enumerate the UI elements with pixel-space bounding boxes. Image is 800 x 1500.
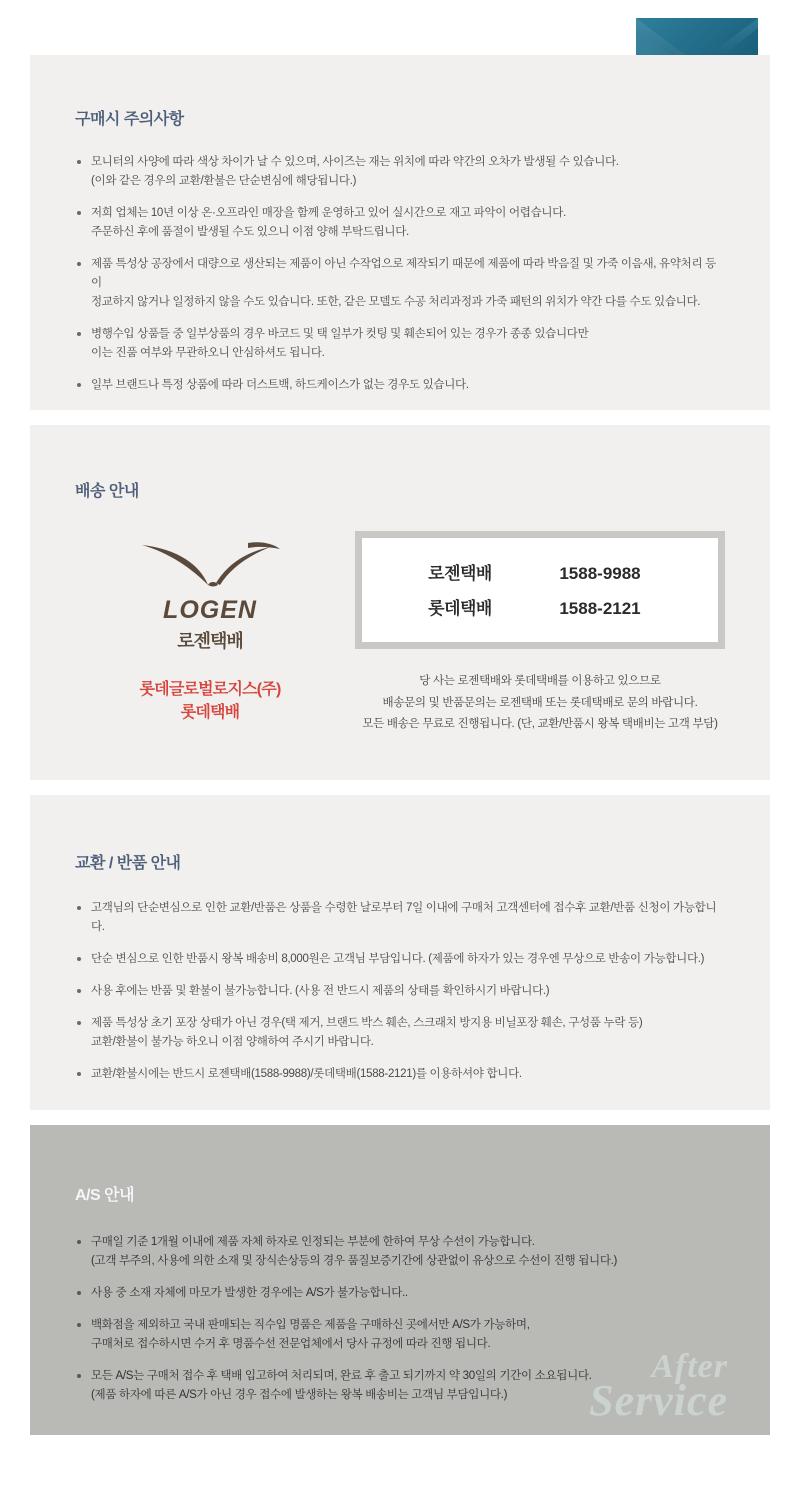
list-item — [75, 376, 725, 395]
lotte-global-logistics-name — [75, 679, 345, 724]
caution-list — [30, 153, 770, 395]
section-exchange-return — [30, 795, 770, 1110]
list-item-line1: 구매일 기준 1개월 이내에 제품 자체 하자로 인정되는 부분에 한하여 무상 수선이 가능합니다. — [91, 1236, 535, 1249]
section-purchase-caution — [30, 55, 770, 410]
list-item — [75, 899, 725, 937]
watermark-line1: After — [651, 1347, 728, 1385]
as-list — [30, 1233, 770, 1405]
carrier-phone-number: 1588-2121 — [559, 599, 641, 619]
logen-wordmark: LOGEN — [163, 596, 257, 625]
list-item-line1: 모든 A/S는 구매처 접수 후 택배 입고하여 처리되며, 완료 후 출고 되기까지 약 30일의 기간이 소요됩니다. — [91, 1370, 592, 1383]
carrier-name: 롯데택배 — [428, 599, 492, 619]
delivery-body — [30, 531, 770, 735]
list-item-line2: 교환/환불이 불가능 하오니 이점 양해하여 주시기 바랍니다. — [91, 1036, 374, 1049]
section-title-caution: 구매시 주의사항 — [75, 111, 184, 129]
list-item — [75, 1065, 725, 1084]
list-item-line1: 고객님의 단순변심으로 인한 교환/반품은 상품을 수령한 날로부터 7일 이내에 구매처 고객센터에 접수후 교환/반품 신청이 가능합니다. — [91, 902, 717, 934]
list-item — [75, 204, 725, 242]
section-title-delivery: 배송 안내 — [75, 483, 139, 501]
section-after-service — [30, 1125, 770, 1435]
list-item — [75, 325, 725, 363]
list-item-line2: (고객 부주의, 사용에 의한 소재 및 장식손상등의 경우 품질보증기간에 상관없이 유상으로 수선이 진행 됩니다.) — [91, 1255, 618, 1268]
section-delivery — [30, 425, 770, 780]
list-item-line1: 교환/환불시에는 반드시 로젠택배(1588-9988)/롯데택배(1588-2121)를 이용하셔야 합니다. — [91, 1068, 522, 1081]
table-row — [362, 589, 718, 624]
list-item — [75, 153, 725, 191]
courier-logo-column — [75, 531, 345, 735]
list-item — [75, 1233, 725, 1271]
delivery-note-line: 당 사는 로젠택배와 롯데택배를 이용하고 있으므로 — [419, 675, 661, 688]
list-item-line2: (이와 같은 경우의 교환/환불은 단순변심에 해당됩니다.) — [91, 175, 357, 188]
exchange-list — [30, 899, 770, 1084]
watermark-line2: Service — [589, 1375, 728, 1425]
list-item — [75, 1014, 725, 1052]
list-item-line1: 일부 브랜드나 특정 상품에 따라 더스트백, 하드케이스가 없는 경우도 있습니다. — [91, 378, 469, 391]
list-item-line2: 이는 진품 여부와 무관하오니 안심하셔도 됩니다. — [91, 347, 325, 360]
list-item-line1: 백화점을 제외하고 국내 판매되는 직수입 명품은 제품을 구매하신 곳에서만 A/S가 가능하며, — [91, 1319, 530, 1332]
list-item — [75, 950, 725, 969]
list-item-line2: (제품 하자에 따른 A/S가 아닌 경우 접수에 발생하는 왕복 배송비는 고객님 부담입니다.) — [91, 1389, 508, 1402]
list-item — [75, 1284, 725, 1303]
list-item-line2: 주문하신 후에 품절이 발생될 수도 있으니 이점 양해 부탁드립니다. — [91, 226, 409, 239]
list-item — [75, 982, 725, 1001]
list-item — [75, 1367, 725, 1405]
list-item-line1: 제품 특성상 공장에서 대량으로 생산되는 제품이 아닌 수작업으로 제작되기 때문에 제품에 따라 박음질 및 가죽 이음새, 유약처리 등이 — [91, 258, 716, 290]
carrier-name: 로젠택배 — [428, 564, 492, 584]
list-item-line1: 모니터의 사양에 따라 색상 차이가 날 수 있으며, 사이즈는 재는 위치에 따라 약간의 오차가 발생될 수 있습니다. — [91, 156, 619, 169]
carrier-phone-number: 1588-9988 — [559, 564, 641, 584]
logen-bird-icon — [130, 539, 290, 596]
lotte-line2: 롯데택배 — [180, 703, 240, 721]
delivery-note-line: 배송문의 및 반품문의는 로젠택배 또는 롯데택배로 문의 바랍니다. — [382, 696, 698, 709]
delivery-note-line: 모든 배송은 무료로 진행됩니다. (단, 교환/반품시 왕복 택배비는 고객 부담) — [362, 717, 718, 730]
list-item-line1: 사용 후에는 반품 및 환불이 불가능합니다. (사용 전 반드시 제품의 상태를 확인하시기 바랍니다.) — [91, 985, 550, 998]
list-item-line2: 구매처로 접수하시면 수거 후 명품수선 전문업체에서 당사 규정에 따라 진행 됩니다. — [91, 1338, 491, 1351]
list-item-line1: 저희 업체는 10년 이상 온·오프라인 매장을 함께 운영하고 있어 실시간으로 재고 파악이 어렵습니다. — [91, 207, 566, 220]
list-item — [75, 255, 725, 312]
list-item — [75, 1316, 725, 1354]
list-item-line1: 단순 변심으로 인한 반품시 왕복 배송비 8,000원은 고객님 부담입니다. (제품에 하자가 있는 경우엔 무상으로 반송이 가능합니다.) — [91, 953, 705, 966]
section-title-as: A/S 안내 — [75, 1187, 135, 1205]
lotte-line1: 롯데글로벌로지스(주) — [139, 681, 281, 699]
courier-info-column — [345, 531, 725, 735]
list-item-line1: 사용 중 소재 자체에 마모가 발생한 경우에는 A/S가 불가능합니다.. — [91, 1287, 408, 1300]
section-title-exchange: 교환 / 반품 안내 — [75, 855, 181, 873]
courier-phone-box — [355, 531, 725, 649]
table-row — [362, 554, 718, 589]
list-item-line2: 정교하지 않거나 일정하지 않을 수도 있습니다. 또한, 같은 모델도 수공 처리과정과 가죽 패턴의 위치가 약간 다를 수도 있습니다. — [91, 296, 701, 309]
logen-korean-name: 로젠택배 — [177, 631, 243, 652]
list-item-line1: 병행수입 상품들 중 일부상품의 경우 바코드 및 택 일부가 컷팅 및 훼손되어 있는 경우가 종종 있습니다만 — [91, 328, 589, 341]
delivery-note — [355, 671, 725, 735]
list-item-line1: 제품 특성상 초기 포장 상태가 아닌 경우(택 제거, 브랜드 박스 훼손, 스크래치 방지용 비닐포장 훼손, 구성품 누락 등) — [91, 1017, 643, 1030]
